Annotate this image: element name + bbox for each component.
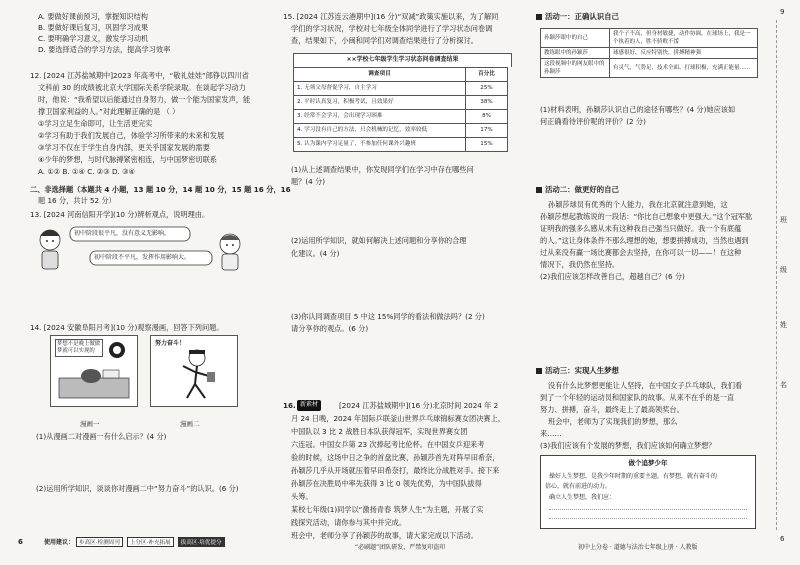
table-cell: 孙颖莎眼中的自己 — [541, 29, 610, 48]
table-row — [541, 48, 758, 59]
table-header: 调查项目 — [294, 67, 466, 81]
margin-char: 名 — [780, 381, 787, 389]
table-cell: 教练眼中的孙颖莎 — [541, 48, 610, 59]
table-cell: 这段视频中的网友眼中的孙颖莎 — [541, 59, 610, 78]
table-row — [294, 137, 508, 151]
table-cell: 我个子不高，但身材敏捷，动作协调，在球场上，我是一个执着的人，胜不骄败不馁 — [610, 29, 758, 48]
table-cell: 5. 认为课内学习足量了，不参加任何课外兴趣班 — [294, 137, 466, 151]
survey-table-wrap — [293, 53, 512, 152]
q16-line: 孙颖莎在决胜局中率先获得 3 比 0 领先优势，为中国队拔得 — [291, 479, 482, 488]
q12-line: ②学习有助于我们发展自己，体验学习所带来的未来和发展 — [38, 131, 225, 140]
q15-line: 查，结果如下，小闽和同学们对调查结果进行了分析探讨。 — [291, 36, 478, 45]
activity-two-text: 孙颖莎球员有优秀的个人能力，我在北京就注意到她，这 — [548, 200, 728, 209]
table-cell: 球感很好，反应特别快，拼搏精神强 — [610, 48, 758, 59]
activity-three-text: 来…… — [540, 429, 562, 438]
q12-line: ④少年的梦想，与时代脉搏紧密相连，与中国梦密切联系 — [38, 155, 217, 164]
right-footer: 初中上分卷 · 道德与法治七年级上册 · 人教版 — [578, 544, 698, 551]
activity-one-question: (1)材料表明，孙颖莎认识自己的途径有哪些？(4 分)她应该如 — [540, 105, 736, 114]
q13-illustration — [34, 222, 246, 272]
option-a: A. 要做好课前预习，掌握知识结构 — [38, 12, 148, 21]
table-cell: 17% — [466, 123, 508, 137]
option-b: B. 要做好课后复习，巩固学习成果 — [38, 23, 149, 32]
cartoon-one-caption-box: 梦想不是晚上做做梦就可以实现的 — [55, 339, 103, 357]
activity-one-question-cont: 何正确看待评价呢的评价？(2 分) — [540, 117, 646, 126]
usage-tag: 拔高区·培优提分 — [178, 537, 225, 547]
activity-two-question: (2)我们应该怎样改善自己，超越自己？(6 分) — [540, 272, 685, 281]
survey-table-title: ××学校七年级学生学习状态问卷调查结果 — [293, 53, 512, 67]
margin-char: 姓 — [780, 321, 787, 329]
table-row — [294, 95, 508, 109]
activity-three-text: 到了一个年轻的运动员和国家队的故事。从来不在乎的是一直 — [540, 393, 735, 402]
usage-tips — [44, 537, 254, 549]
table-cell: 3. 经常不会学习，会出现学习困难 — [294, 109, 466, 123]
square-bullet-icon — [536, 187, 542, 193]
q15-sub2-cont: 化建议。(4 分) — [291, 249, 340, 258]
cartoon-two-label: 漫画二 — [180, 420, 200, 428]
table-row — [294, 123, 508, 137]
q15-sub1: (1)从上述调查结果中，你发现同学们在学习中存在哪些问 — [291, 165, 474, 174]
table-cell: 25% — [466, 81, 508, 95]
activity-three-question: (3)我们应该有个发展的梦想，我们应该如何确立梦想？ — [540, 441, 716, 450]
q16-line: [2024 江苏盐城期中](16 分)北京时间 2024 年 2 — [339, 401, 499, 410]
activity-two-text: 的人。”这让身体条件不那么理想的她，想要拼搏成功，当然也遇到 — [540, 236, 749, 245]
table-cell: 15% — [466, 137, 508, 151]
section-two-heading-cont: 题 16 分，共计 52 分） — [38, 196, 116, 205]
option-c: C. 要明确学习意义，激发学习动机 — [38, 34, 149, 43]
new-material-badge: 新素材 — [297, 400, 321, 411]
usage-label: 使用建议： — [44, 539, 75, 546]
q16-line: 六连冠。中国女乒第 23 次捧起考比伦杯。在中国女乒迎来考 — [291, 440, 485, 449]
table-header-row — [294, 67, 508, 81]
q14-sub2: (2)运用所学知识，谈谈你对漫画二中“努力奋斗”的认识。(6 分) — [36, 484, 239, 493]
square-bullet-icon — [536, 14, 542, 20]
survey-table — [293, 67, 508, 152]
q16-line: 头筹。 — [291, 492, 313, 501]
table-header: 百分比 — [466, 67, 508, 81]
activity-one-table — [540, 28, 758, 78]
q12-choices: A. ①② B. ①④ C. ②③ D. ③④ — [38, 167, 135, 176]
q14-title: 14. [2024 安徽阜阳月考](10 分)观察漫画，回答下列问题。 — [30, 323, 224, 332]
activity-one-title: 活动一：正确认识自己 — [536, 12, 619, 23]
dream-box-text: 确立人生梦想，我们应： — [549, 493, 616, 501]
table-row — [294, 81, 508, 95]
q16-line: 中国队以 3 比 2 战胜日本队获得冠军，实现世界赛女团 — [291, 427, 468, 436]
table-cell: 1. 无须父母督促学习，自主学习 — [294, 81, 466, 95]
dream-box-title: 做个追梦少年 — [628, 459, 668, 467]
q15-sub1-cont: 题？(4 分) — [291, 177, 326, 186]
dream-box — [540, 455, 756, 529]
page-number: 6 — [18, 538, 23, 546]
margin-char: 6 — [780, 535, 785, 543]
table-cell: 有灵气、气势足、技术全面、打球积极，充满正能量…… — [610, 59, 758, 78]
answer-line — [549, 509, 747, 510]
sleeping-student-icon — [51, 336, 137, 406]
q16-line: 孙颖莎几乎从开场就压着早田希奈打，最终比分战胜对手。接下来 — [291, 466, 500, 475]
q12-line: 撑卫国家利益的人。”对此理解正确的是 （ ） — [38, 107, 180, 116]
margin-char: 班 — [780, 216, 787, 224]
table-row — [541, 29, 758, 48]
q16-line: 班会中，老师分享了孙颖莎的故事，请大家完成以下活动。 — [291, 531, 478, 540]
usage-tag: 上分区·补充拓展 — [127, 537, 174, 547]
margin-char: 级 — [780, 266, 787, 274]
section-two-heading: 二、非选择题（本题共 4 小题，13 题 10 分，14 题 10 分，15 题 16 分，16 — [30, 185, 291, 194]
q15-sub3: (3)你认同调查项目 5 中这 15%同学的看法和做法吗？(2 分) — [291, 312, 485, 321]
table-row — [294, 109, 508, 123]
q12-line: 文科前 30 的成绩被北京大学国际关系学院录取。在谈起学习动力 — [38, 83, 246, 92]
q12-line: ③学习不仅在于学生自身内部，更关乎国家发展的需要 — [38, 143, 210, 152]
speech-bubble-2: 初中阶段不平凡，发挥作用影响大。 — [94, 254, 191, 261]
q15-line: 15. [2024 江苏连云港期中](16 分)“双减”政策实施以来，为了解同 — [283, 12, 499, 21]
activity-two-text: 孙颖莎想起教练说的一段话：“你比自己想象中更强大。”这个冠军肱 — [540, 212, 753, 221]
table-row — [541, 59, 758, 78]
q12-line: 12. [2024 江苏盐城期中]2023 年高考中，“敬礼娃娃”郎铮以四川省 — [30, 71, 249, 80]
cartoon-two-caption: 努力奋斗！ — [155, 340, 186, 347]
q13-title: 13. [2024 河南信阳开学](10 分)辨析观点，说明理由。 — [30, 210, 210, 219]
table-cell: 8% — [466, 109, 508, 123]
q14-sub1: (1)从漫画二对漫画一有什么启示？(4 分) — [36, 432, 167, 441]
q16-line: 月 24 日晚，2024 年国际乒联釜山世界乒乓球锦标赛女团决赛上， — [291, 414, 505, 423]
usage-tag: 步高区·检测周刊 — [76, 537, 123, 547]
option-d: D. 要选择适合的学习方法，提高学习效率 — [38, 45, 171, 54]
square-bullet-icon — [536, 368, 542, 374]
cartoon-two — [150, 335, 238, 407]
middle-footer: “必刷题”团队研发，严禁复印盗印 — [355, 544, 446, 551]
table-cell: 4. 学习没有自己的方法，只会机械的记忆，效率较低 — [294, 123, 466, 137]
speech-bubble-1: 初中阶段很平凡，没有意义无影响。 — [74, 230, 171, 237]
q16-line: 践探究活动，请你参与其中并完成。 — [291, 518, 407, 527]
activity-two-text: 证明我的强多么感从未有这种我自己强当只做好。我一个有底蕴 — [540, 224, 742, 233]
q15-sub3-cont: 请分享你的观点。(6 分) — [291, 324, 369, 333]
activity-two-text: 过从来没有赢一场比赛都会去坚持，在你可以一切——！在这种 — [540, 248, 742, 257]
running-student-icon — [151, 336, 237, 406]
q15-line: 学们的学习状况，学校对七年级全体同学进行了学习状态问卷调 — [291, 24, 493, 33]
table-cell: 38% — [466, 95, 508, 109]
dream-box-text: 操好人生梦想，是我少年时期的重要主题。有梦想，就有奋斗的 — [549, 472, 718, 480]
answer-line — [549, 518, 747, 519]
activity-three-text: 努力、拼搏，奋斗，最终走上了最高领奖台。 — [540, 405, 684, 414]
q12-line: ①学习立足生命即可，让生活更完实 — [38, 119, 153, 128]
activity-three-text: 班会中，老师为了实现我们的梦想，那么 — [548, 417, 678, 426]
q16-line: 某校七年级(1)同学以“激扬青春 筑梦人生”为主题，开展了实 — [291, 505, 484, 514]
table-cell: 2. 平时认真复习，积极考试，且效果好 — [294, 95, 466, 109]
q16-number: 16. — [283, 401, 296, 410]
activity-three-text: 没有什么比梦想更能让人坚持，在中国女子乒乓球队，我们看 — [548, 381, 743, 390]
binding-line — [776, 20, 777, 530]
dream-box-text: 信心，就有前进的动力。 — [545, 483, 612, 490]
cartoon-one-label: 漫画一 — [80, 420, 100, 428]
q12-line: 时，他说：“我希望以后能通过自身努力，做一个能为国家发声，能 — [38, 95, 251, 104]
margin-char: 9 — [780, 8, 785, 16]
q15-sub2: (2)运用所学知识，就如何解决上述问题和分享你的合理 — [291, 236, 467, 245]
cartoon-one — [50, 335, 138, 407]
activity-two-title: 活动二：做更好的自己 — [536, 185, 619, 196]
q16-line: 验的时候，这场中日之争的首盘比赛，孙颖莎首先对阵早田希奈， — [291, 453, 500, 462]
activity-two-text: 情况下，我仍然在坚持。 — [540, 260, 620, 269]
activity-three-title: 活动三：实现人生梦想 — [536, 366, 619, 377]
